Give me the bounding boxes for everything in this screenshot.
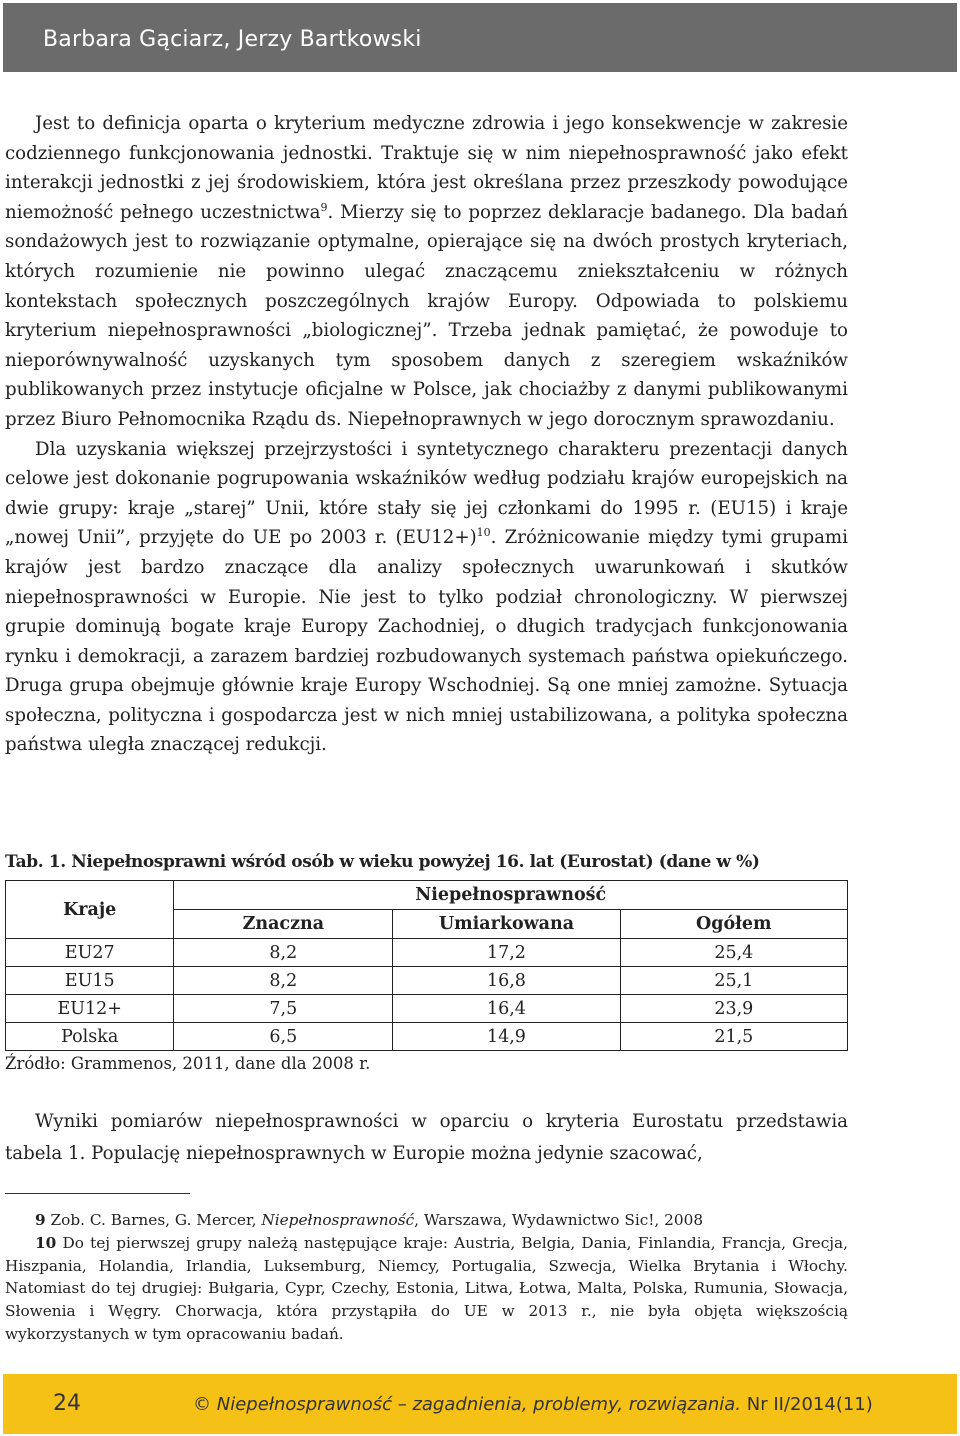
footnote-10: 10 Do tej pierwszej grupy należą następujące kraje: Austria, Belgia, Dania, Finlandia, Francja, Grecja, Hiszpania, Holandia, Irlandia, Luksemburg, Niemcy, Portugalia, Szwecja, Wielka Brytania i Włochy. Natomiast do tej drugiej: Bułgaria, Cypr, Czechy, Estonia, Litwa, Łotwa, Malta, Polska, Rumunia, Słowacja, Słowenia i Węgry. Chorwacja, która przystąpiła do UE w 2013 r., nie była objęta większością wykorzystanych w tym opracowaniu badań. bbox=[5, 1233, 848, 1343]
cell-total: 25,4 bbox=[620, 939, 847, 967]
cell-country: EU27 bbox=[6, 939, 174, 967]
cell-total: 25,1 bbox=[620, 967, 847, 995]
col-header-total: Ogółem bbox=[620, 910, 847, 939]
page-number: 24 bbox=[53, 1391, 81, 1416]
cell-moderate: 14,9 bbox=[393, 1023, 620, 1051]
footnote-9: 9 Zob. C. Barnes, G. Mercer, Niepełnosprawność, Warszawa, Wydawnictwo Sic!, 2008 bbox=[35, 1211, 704, 1229]
page-footer bbox=[3, 1374, 957, 1434]
paragraph-1: Jest to definicja oparta o kryterium medyczne zdrowia i jego konsekwencje w zakresie codziennego funkcjonowania jednostki. Traktuje się w nim niepełnosprawność jako efekt interakcji jednostki z jej środowiskiem, która jest określana przez przeszkody powodujące niemożność pełnego uczestnictwa$^9$. Mierzy się to poprzez deklaracje badanego. Dla badań sondażowych jest to rozwiązanie optymalne, opierające się na dwóch prostych kryteriach, których rozumienie nie powinno ulegać znaczącemu zniekształceniu w różnych kontekstach społecznych poszczególnych krajów Europy. Odpowiada to polskiemu kryterium niepełnosprawności „biologicznej”. Trzeba jednak pamiętać, że powoduje to nieporównywalność uzyskanych tym sposobem danych z szeregiem wskaźników publikowanych przez instytucje oficjalne w Polsce, jak chociażby z danymi publikowanymi przez Biuro Pełnomocnika Rządu ds. Niepełnoprawnych w jego dorocznym sprawozdaniu. bbox=[5, 113, 848, 430]
cited-title: Niepełnosprawność bbox=[261, 1211, 415, 1229]
cell-severe: 8,2 bbox=[174, 967, 393, 995]
article-body bbox=[5, 109, 848, 760]
footnote-mark-10: 10 bbox=[35, 1233, 57, 1252]
disability-table bbox=[5, 880, 848, 1051]
table-row bbox=[6, 995, 848, 1023]
table-row bbox=[6, 967, 848, 995]
col-header-moderate: Umiarkowana bbox=[393, 910, 620, 939]
table-source: Źródło: Grammenos, 2011, dane dla 2008 r. bbox=[5, 1054, 371, 1073]
cell-moderate: 16,4 bbox=[393, 995, 620, 1023]
cell-country: Polska bbox=[6, 1023, 174, 1051]
table-header-row bbox=[6, 881, 848, 910]
closing-paragraph: Wyniki pomiarów niepełnosprawności w oparciu o kryteria Eurostatu przedstawia tabela 1. Populację niepełnosprawnych w Europie można jedynie szacować, bbox=[5, 1111, 848, 1164]
col-header-group: Niepełnosprawność bbox=[174, 881, 848, 910]
journal-name: Niepełnosprawność – zagadnienia, problemy, rozwiązania. bbox=[216, 1394, 742, 1415]
running-header bbox=[3, 3, 957, 72]
footnote-mark-9: 9 bbox=[35, 1211, 46, 1229]
footnotes bbox=[5, 1209, 848, 1346]
footnote-divider bbox=[5, 1193, 190, 1194]
col-header-severe: Znaczna bbox=[174, 910, 393, 939]
cell-total: 21,5 bbox=[620, 1023, 847, 1051]
table-row bbox=[6, 1023, 848, 1051]
table-caption: Tab. 1. Niepełnosprawni wśród osób w wieku powyżej 16. lat (Eurostat) (dane w %) bbox=[5, 852, 760, 872]
cell-country: EU12+ bbox=[6, 995, 174, 1023]
cell-moderate: 16,8 bbox=[393, 967, 620, 995]
copyright-symbol: © bbox=[193, 1394, 211, 1415]
journal-issue: Nr II/2014(11) bbox=[746, 1394, 873, 1415]
footnote-ref-9[interactable]: 9 bbox=[320, 200, 328, 214]
cell-severe: 6,5 bbox=[174, 1023, 393, 1051]
journal-title bbox=[193, 1394, 873, 1415]
cell-total: 23,9 bbox=[620, 995, 847, 1023]
cell-severe: 7,5 bbox=[174, 995, 393, 1023]
table-row bbox=[6, 939, 848, 967]
cell-severe: 8,2 bbox=[174, 939, 393, 967]
col-header-country: Kraje bbox=[6, 881, 174, 939]
paragraph-2: Dla uzyskania większej przejrzystości i syntetycznego charakteru prezentacji danych celowe jest dokonanie pogrupowania wskaźników według podziału krajów europejskich na dwie grupy: kraje „starej” Unii, które stały się jej członkami do 1995 r. (EU15) i kraje „nowej Unii”, przyjęte do UE po 2003 r. $(EU12+)^{10}$. Zróżnicowanie między tymi grupami krajów jest bardzo znaczące dla analizy społecznych uwarunkowań i skutków niepełnosprawności w Europie. Nie jest to tylko podział chronologiczny. W pierwszej grupie dominują bogate kraje Europy Zachodniej, o długich tradycjach funkcjonowania rynku i demokracji, a zarazem bardziej rozbudowanych systemach państwa opiekuńczego. Druga grupa obejmuje głównie kraje Europy Wschodniej. Są one mniej zamożne. Sytuacja społeczna, polityczna i gospodarcza jest w nich mniej ustabilizowana, a polityka społeczna państwa uległa znaczącej redukcji. bbox=[5, 438, 848, 756]
cell-country: EU15 bbox=[6, 967, 174, 995]
cell-moderate: 17,2 bbox=[393, 939, 620, 967]
header-authors: Barbara Gąciarz, Jerzy Bartkowski bbox=[43, 27, 422, 52]
footnote-ref-10[interactable]: 10 bbox=[476, 526, 491, 540]
